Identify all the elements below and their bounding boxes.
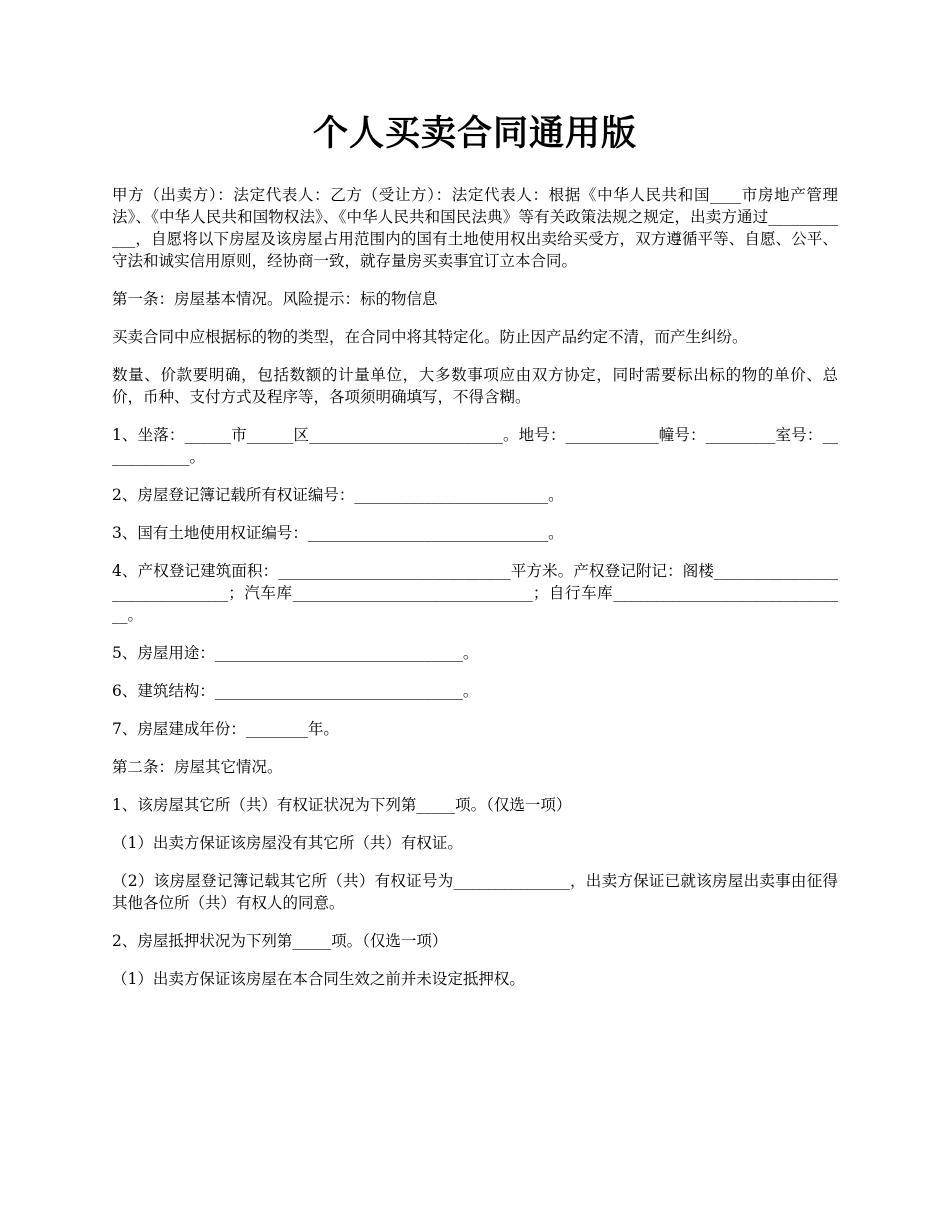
option-co-ownership-consent: （2）该房屋登记簿记载其它所（共）有权证号为_______________，出卖方保证已就该房屋出卖事由征得其他各位所（共）有权人的同意。 — [112, 872, 838, 912]
clause-co-ownership-status: 1、该房屋其它所（共）有权证状况为下列第_____项。（仅选一项） — [112, 796, 572, 814]
option-no-co-ownership: （1）出卖方保证该房屋没有其它所（共）有权证。 — [112, 834, 463, 852]
clause-building-structure: 6、建筑结构：________________________________。 — [112, 682, 479, 700]
clause-location: 1、坐落：______市______区_________________________。地号：____________幢号：_________室号：____________。 — [112, 426, 838, 466]
risk-note-paragraph: 买卖合同中应根据标的物的类型，在合同中将其特定化。防止因产品约定不清，而产生纠纷。 — [112, 328, 748, 346]
preamble-paragraph: 甲方（出卖方）：法定代表人：乙方（受让方）：法定代表人：根据《中华人民共和国____市房地产管理法》、《中华人民共和国物权法》、《中华人民共和国民法典》等有关政策法规之规定，出卖方通过____________，自愿将以下房屋及该房屋占用范围内的国有土地使用权出卖给买受方，双方遵循平等、自愿、公平、守法和诚实信用原则，经协商一致，就存量房买卖事宜订立本合同。 — [112, 186, 838, 270]
clause-house-use: 5、房屋用途：________________________________。 — [112, 644, 479, 662]
article-1-heading: 第一条：房屋基本情况。风险提示：标的物信息 — [112, 290, 438, 308]
quantity-price-paragraph: 数量、价款要明确，包括数额的计量单位，大多数事项应由双方协定，同时需要标出标的物的单价、总价，币种、支付方式及程序等，各项须明确填写，不得含糊。 — [112, 366, 838, 406]
document-title: 个人买卖合同通用版 — [312, 113, 637, 154]
clause-build-year: 7、房屋建成年份：________年。 — [112, 720, 339, 738]
clause-building-area: 4、产权登记建筑面积：______________________________平方米。产权登记附记：阁楼_______________________________；汽车库_______________________________；自行车库_______________________________。 — [112, 562, 838, 624]
clause-land-certificate: 3、国有土地使用权证编号：_______________________________。 — [112, 524, 564, 542]
clause-mortgage-status: 2、房屋抵押状况为下列第_____项。（仅选一项） — [112, 932, 448, 950]
article-2-heading: 第二条：房屋其它情况。 — [112, 758, 283, 776]
clause-ownership-certificate: 2、房屋登记簿记载所有权证编号：_________________________。 — [112, 486, 564, 504]
option-no-mortgage: （1）出卖方保证该房屋在本合同生效之前并未设定抵押权。 — [112, 970, 525, 988]
